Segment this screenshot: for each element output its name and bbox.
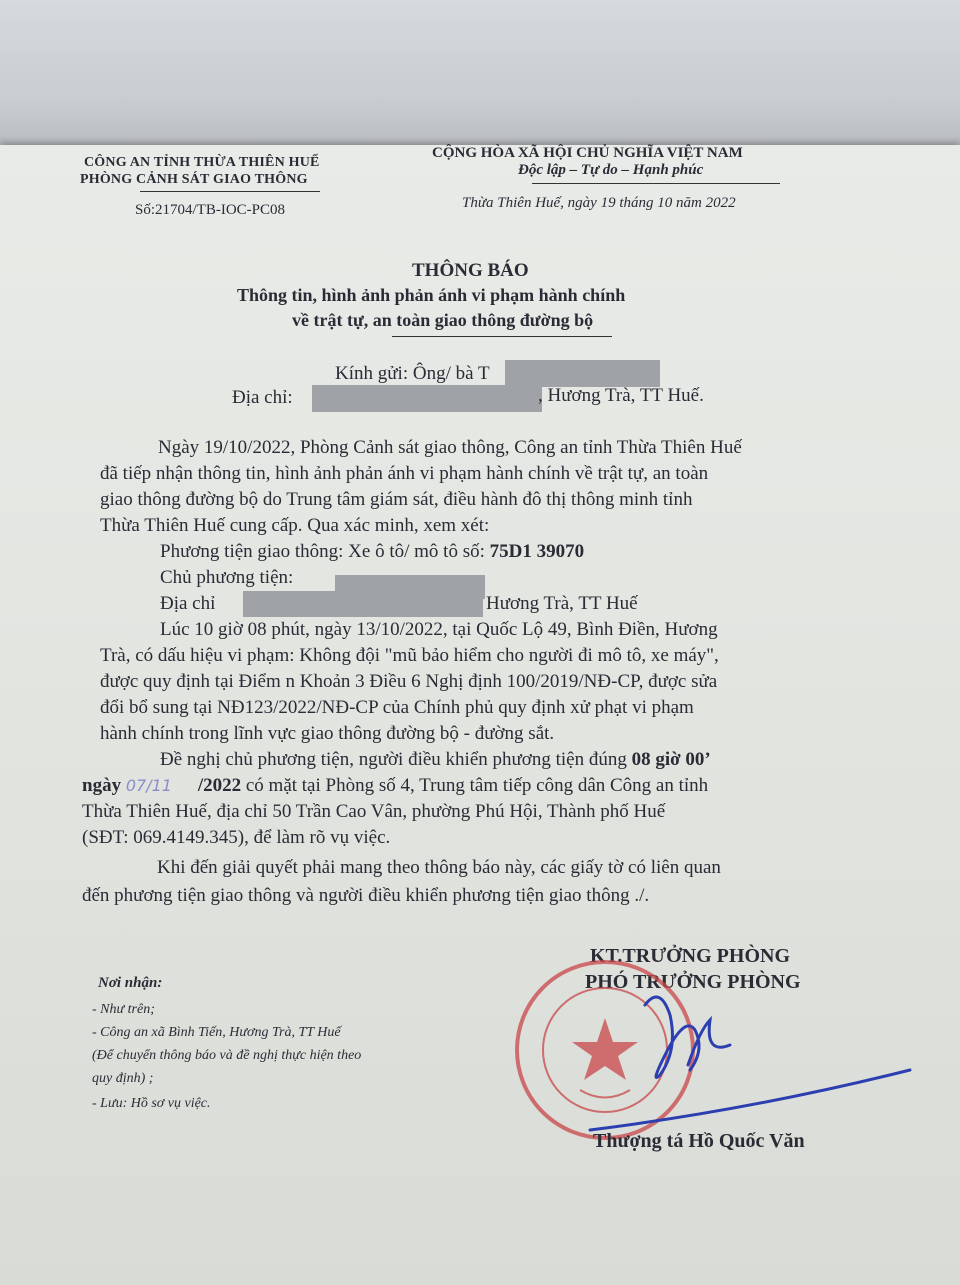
p2-line-1: Lúc 10 giờ 08 phút, ngày 13/10/2022, tại Quốc Lộ 49, Bình Điền, Hương — [160, 619, 718, 640]
redacted-name — [505, 360, 660, 387]
subtitle-line-2: về trật tự, an toàn giao thông đường bộ — [292, 310, 594, 330]
redacted-owner-address — [243, 591, 483, 617]
recipient-1: - Như trên; — [92, 1002, 155, 1017]
recipient-5: - Lưu: Hồ sơ vụ việc. — [92, 1096, 211, 1111]
org-line-2: PHÒNG CẢNH SÁT GIAO THÔNG — [80, 172, 308, 187]
p1-line-3: giao thông đường bộ do Trung tâm giám sát, điều hành đô thị thông minh tỉnh — [100, 489, 693, 510]
p3-line-1 — [160, 749, 711, 771]
recipients-heading: Nơi nhận: — [98, 975, 163, 991]
nation-underline — [532, 183, 780, 184]
p3-line-3: Thừa Thiên Huế, địa chỉ 50 Trần Cao Vân, phường Phú Hội, Thành phố Huế — [82, 801, 666, 822]
sign-title-1: KT.TRƯỞNG PHÒNG — [590, 945, 790, 967]
handwritten-date: 07/11 — [125, 776, 172, 795]
subtitle-line-1: Thông tin, hình ảnh phản ánh vi phạm hành chính — [237, 285, 626, 305]
signer-name: Thượng tá Hồ Quốc Văn — [593, 1130, 805, 1152]
vehicle-plate: 75D1 39070 — [489, 541, 585, 562]
p1-line-2: đã tiếp nhận thông tin, hình ảnh phản ánh vi phạm hành chính về trật tự, an toàn — [100, 463, 709, 484]
p2-line-2: Trà, có dấu hiệu vi phạm: Không đội "mũ bảo hiểm cho người đi mô tô, xe máy", — [100, 645, 719, 666]
nation-line-1: CỘNG HÒA XÃ HỘI CHỦ NGHĨA VIỆT NAM — [432, 145, 743, 161]
p4-line-2: đến phương tiện giao thông và người điều khiển phương tiện giao thông ./. — [82, 885, 650, 906]
nation-line-2: Độc lập – Tự do – Hạnh phúc — [518, 162, 704, 178]
p2-line-3: được quy định tại Điểm n Khoản 3 Điều 6 Nghị định 100/2019/NĐ-CP, được sửa — [100, 671, 718, 692]
address-tail: , Hương Trà, TT Huế. — [538, 385, 704, 406]
sign-title-2: PHÓ TRƯỞNG PHÒNG — [585, 971, 801, 993]
p4-line-1: Khi đến giải quyết phải mang theo thông báo này, các giấy tờ có liên quan — [157, 857, 721, 878]
title-underline — [392, 336, 612, 337]
p3-time: 08 giờ 00’ — [631, 749, 711, 770]
org-underline — [140, 191, 320, 192]
stamp-and-signature — [500, 960, 920, 1140]
p3-line-2-rest: có mặt tại Phòng số 4, Trung tâm tiếp công dân Công an tỉnh — [241, 775, 709, 796]
owner-address-label: Địa chỉ — [160, 593, 216, 614]
document-page — [0, 145, 960, 1285]
doc-number: Số:21704/TB-IOC-PC08 — [135, 202, 286, 218]
org-line-1: CÔNG AN TỈNH THỪA THIÊN HUẾ — [84, 155, 320, 170]
place-date: Thừa Thiên Huế, ngày 19 tháng 10 năm 2022 — [462, 195, 736, 211]
p1-line-1: Ngày 19/10/2022, Phòng Cảnh sát giao thông, Công an tỉnh Thừa Thiên Huế — [158, 437, 742, 458]
kinh-gui: Kính gửi: Ông/ bà T — [335, 363, 490, 384]
vehicle-line — [160, 541, 584, 563]
recipient-3: (Để chuyển thông báo và đề nghị thực hiện theo — [92, 1048, 362, 1063]
p3-day-label: ngày — [82, 775, 122, 796]
vehicle-label: Phương tiện giao thông: Xe ô tô/ mô tô số: — [160, 541, 490, 562]
owner-label: Chủ phương tiện: — [160, 567, 294, 588]
underlying-sheet — [0, 0, 960, 150]
p1-line-4: Thừa Thiên Huế cung cấp. Qua xác minh, xem xét: — [100, 515, 490, 536]
p3-line-4: (SĐT: 069.4149.345), để làm rõ vụ việc. — [82, 827, 391, 848]
owner-address-tail: Hương Trà, TT Huế — [486, 593, 638, 614]
redacted-address — [312, 385, 542, 412]
document-title: THÔNG BÁO — [412, 260, 529, 281]
p3-line-2 — [82, 775, 708, 797]
p3-year: /2022 — [197, 775, 242, 796]
p2-line-5: hành chính trong lĩnh vực giao thông đường bộ - đường sắt. — [100, 723, 555, 744]
address-label: Địa chỉ: — [232, 387, 293, 408]
blue-signature — [590, 997, 910, 1130]
p2-line-4: đổi bổ sung tại NĐ123/2022/NĐ-CP của Chính phủ quy định xử phạt vi phạm — [100, 697, 694, 718]
recipient-2: - Công an xã Bình Tiến, Hương Trà, TT Huế — [92, 1025, 341, 1040]
recipient-4: quy định) ; — [92, 1071, 154, 1086]
p3-text: Đề nghị chủ phương tiện, người điều khiển phương tiện đúng — [160, 749, 632, 770]
